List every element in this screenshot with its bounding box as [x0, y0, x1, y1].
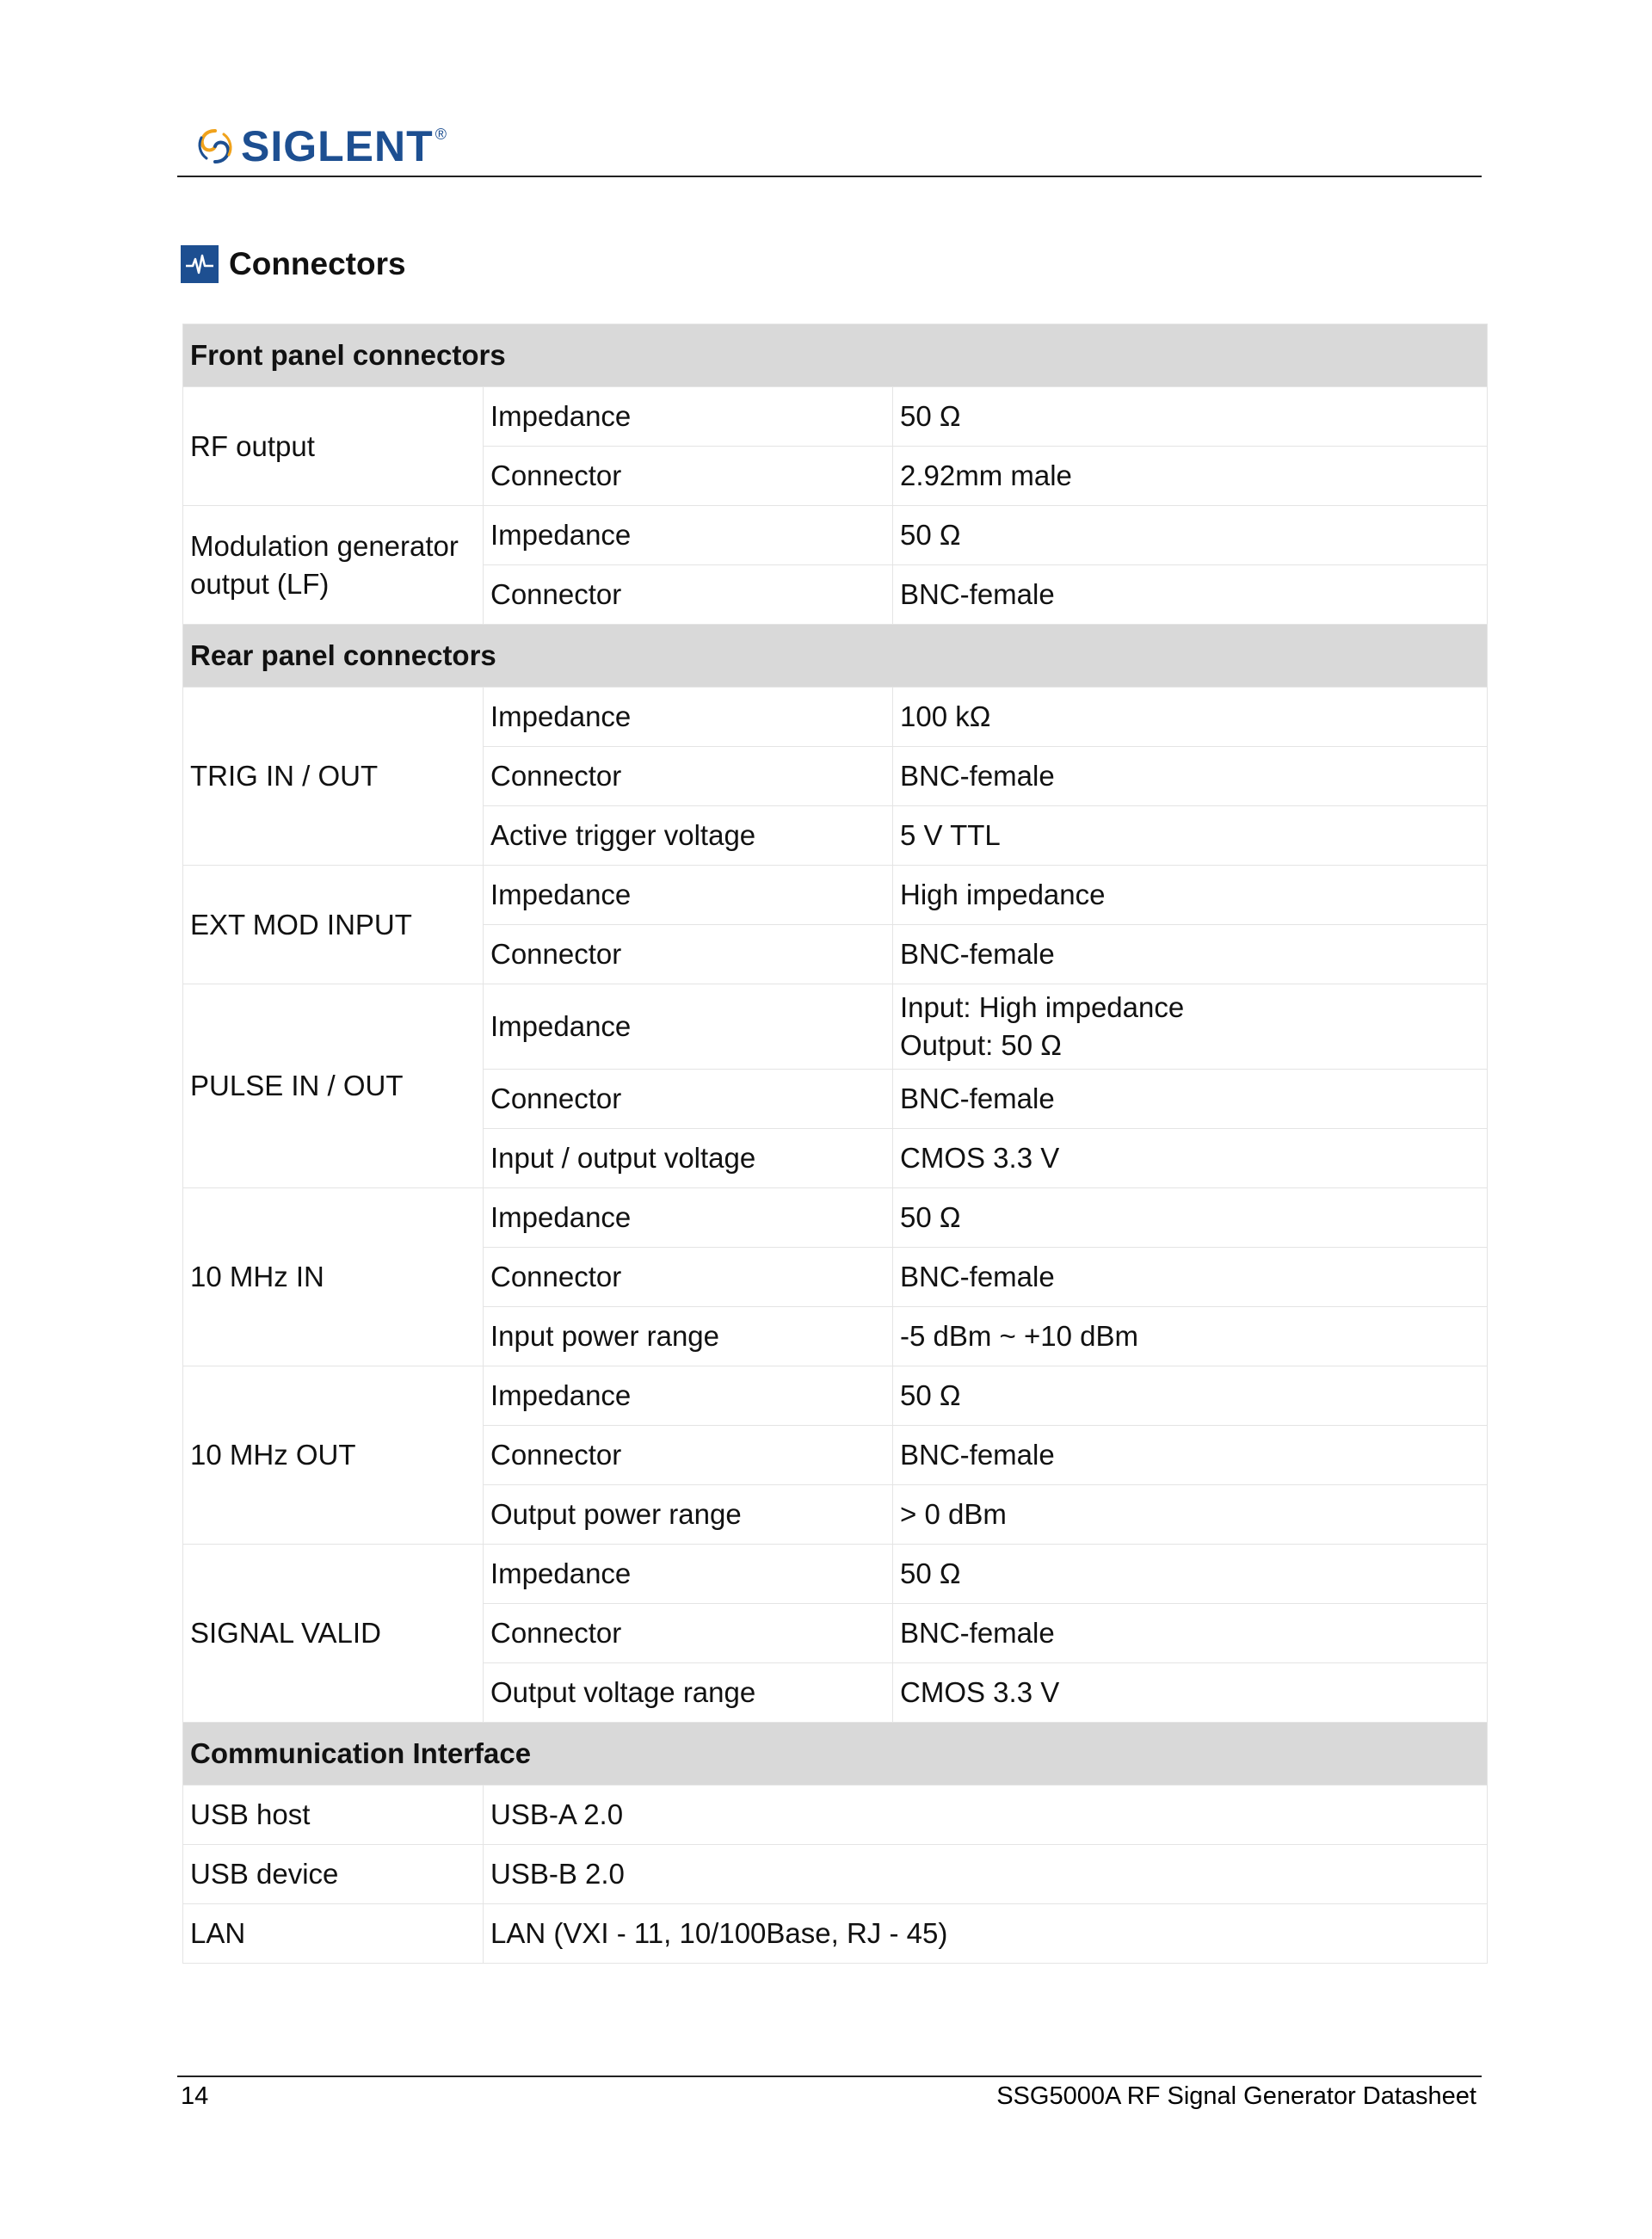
row-group-label: 10 MHz OUT [183, 1366, 484, 1545]
table-row [183, 1366, 1488, 1426]
value-cell: 100 kΩ [893, 688, 1488, 747]
table-row [183, 1545, 1488, 1604]
row-group-label: SIGNAL VALID [183, 1545, 484, 1723]
table-row [183, 1904, 1488, 1964]
table-row [183, 1786, 1488, 1845]
connectors-table [182, 324, 1488, 1964]
param-cell: Connector [484, 925, 893, 984]
row-group-label: USB device [183, 1845, 484, 1904]
param-cell: Connector [484, 1248, 893, 1307]
page-number: 14 [181, 2082, 209, 2110]
value-cell: USB-A 2.0 [484, 1786, 1488, 1845]
value-cell: 50 Ω [893, 1366, 1488, 1426]
row-group-label: Modulation generator output (LF) [183, 506, 484, 625]
siglent-logo [194, 120, 447, 172]
footer-rule [177, 2076, 1482, 2077]
table-row [183, 1188, 1488, 1248]
value-cell: LAN (VXI - 11, 10/100Base, RJ - 45) [484, 1904, 1488, 1964]
row-group-label: 10 MHz IN [183, 1188, 484, 1366]
row-group-label: LAN [183, 1904, 484, 1964]
section-title: Connectors [229, 246, 406, 281]
value-cell: USB-B 2.0 [484, 1845, 1488, 1904]
value-cell: 50 Ω [893, 387, 1488, 447]
value-line: Input: High impedance [900, 991, 1185, 1023]
value-cell: BNC-female [893, 925, 1488, 984]
param-cell: Connector [484, 565, 893, 625]
value-cell: 50 Ω [893, 1188, 1488, 1248]
communication-heading: Communication Interface [183, 1723, 1488, 1786]
value-line: Output: 50 Ω [900, 1029, 1062, 1061]
param-cell: Input power range [484, 1307, 893, 1366]
value-cell: BNC-female [893, 747, 1488, 806]
param-cell: Impedance [484, 866, 893, 925]
front-panel-heading: Front panel connectors [183, 324, 1488, 387]
param-cell: Impedance [484, 1366, 893, 1426]
value-cell: BNC-female [893, 565, 1488, 625]
value-cell: > 0 dBm [893, 1485, 1488, 1545]
table-row [183, 387, 1488, 447]
value-cell: 5 V TTL [893, 806, 1488, 866]
row-group-label: RF output [183, 387, 484, 506]
value-cell: CMOS 3.3 V [893, 1129, 1488, 1188]
table-section-row [183, 1723, 1488, 1786]
param-cell: Impedance [484, 387, 893, 447]
value-cell: -5 dBm ~ +10 dBm [893, 1307, 1488, 1366]
param-cell: Impedance [484, 688, 893, 747]
logo-registered-mark: ® [435, 126, 447, 143]
param-cell: Output power range [484, 1485, 893, 1545]
value-cell [893, 984, 1488, 1070]
rear-panel-heading: Rear panel connectors [183, 625, 1488, 688]
param-cell: Connector [484, 1426, 893, 1485]
row-group-label: EXT MOD INPUT [183, 866, 484, 984]
value-cell: BNC-female [893, 1604, 1488, 1663]
param-cell: Connector [484, 1604, 893, 1663]
param-cell: Input / output voltage [484, 1129, 893, 1188]
table-section-row [183, 625, 1488, 688]
table-row [183, 506, 1488, 565]
header-rule [177, 176, 1482, 177]
param-cell: Impedance [484, 506, 893, 565]
row-group-label: PULSE IN / OUT [183, 984, 484, 1188]
document-title: SSG5000A RF Signal Generator Datasheet [996, 2082, 1476, 2110]
value-cell: BNC-female [893, 1426, 1488, 1485]
value-cell: 50 Ω [893, 506, 1488, 565]
param-cell: Impedance [484, 1545, 893, 1604]
value-cell: 2.92mm male [893, 447, 1488, 506]
logo-text: SIGLENT [241, 122, 434, 170]
param-cell: Connector [484, 1070, 893, 1129]
value-cell: BNC-female [893, 1248, 1488, 1307]
waveform-icon [181, 245, 219, 283]
param-cell: Connector [484, 447, 893, 506]
value-cell: BNC-female [893, 1070, 1488, 1129]
param-cell: Connector [484, 747, 893, 806]
param-cell: Output voltage range [484, 1663, 893, 1723]
value-cell: High impedance [893, 866, 1488, 925]
table-section-row [183, 324, 1488, 387]
param-cell: Active trigger voltage [484, 806, 893, 866]
table-row [183, 1845, 1488, 1904]
section-heading [181, 245, 406, 283]
table-row [183, 688, 1488, 747]
row-group-label: TRIG IN / OUT [183, 688, 484, 866]
param-cell: Impedance [484, 984, 893, 1070]
param-cell: Impedance [484, 1188, 893, 1248]
value-cell: 50 Ω [893, 1545, 1488, 1604]
table-row [183, 984, 1488, 1070]
row-group-label: USB host [183, 1786, 484, 1845]
siglent-swirl-icon [194, 126, 236, 167]
value-cell: CMOS 3.3 V [893, 1663, 1488, 1723]
table-row [183, 866, 1488, 925]
